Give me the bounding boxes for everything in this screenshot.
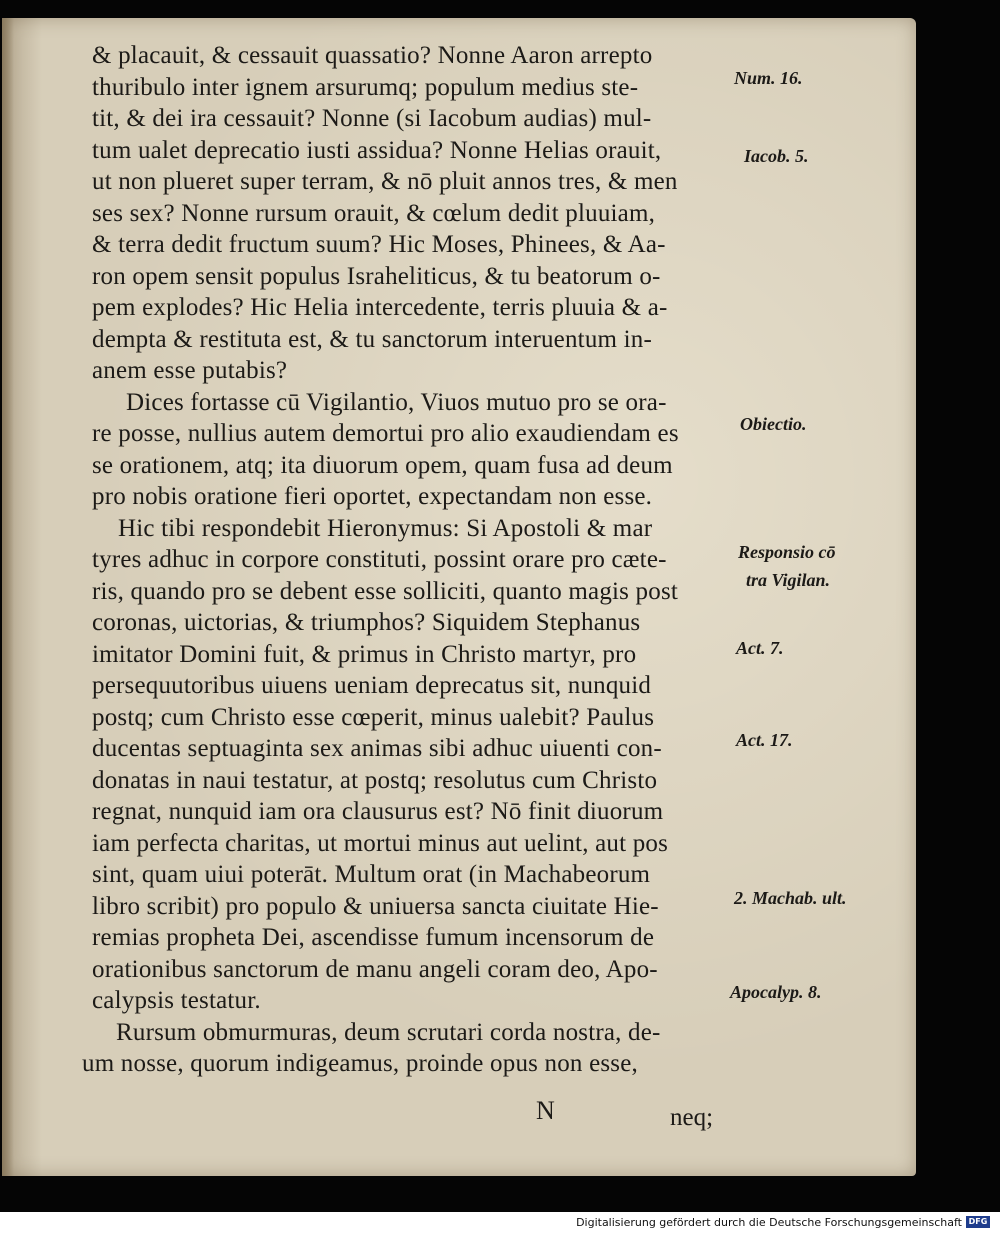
text-line: Rursum obmurmuras, deum scrutari corda nostra, de-	[116, 1018, 661, 1046]
text-line: & placauit, & cessauit quassatio? Nonne Aaron arrepto	[92, 42, 653, 69]
text-line: anem esse putabis?	[92, 357, 288, 384]
text-line: regnat, nunquid iam ora clausurus est? Nō finit diuorum	[92, 798, 664, 825]
text-line: re posse, nullius autem demortui pro alio exaudiendam es	[92, 420, 679, 447]
margin-note: Obiectio.	[740, 414, 807, 434]
text-line: libro scribit) pro populo & uniuersa sancta ciuitate Hie-	[92, 892, 659, 920]
text-line: ris, quando pro se debent esse solliciti, quanto magis post	[92, 577, 679, 605]
text-line: sint, quam uiui poterāt. Multum orat (in Machabeorum	[92, 861, 651, 888]
text-line: postq; cum Christo esse cœperit, minus ualebit? Paulus	[92, 703, 655, 731]
margin-note: Act. 17.	[736, 730, 793, 750]
text-line: um nosse, quorum indigeamus, proinde opus non esse,	[82, 1050, 638, 1077]
text-line: pem explodes? Hic Helia intercedente, terris pluuia & a-	[92, 294, 668, 321]
margin-note: Apocalyp. 8.	[730, 982, 822, 1002]
text-line: & terra dedit fructum suum? Hic Moses, Phinees, & Aa-	[92, 231, 666, 258]
text-line: tit, & dei ira cessauit? Nonne (si Iacobum audias) mul-	[92, 105, 652, 132]
text-line: persequutoribus uiuens ueniam deprecatus sit, nunquid	[92, 672, 652, 699]
margin-note: tra Vigilan.	[746, 570, 831, 590]
text-line: donatas in naui testatur, at postq; resolutus cum Christo	[92, 766, 658, 794]
catchword: neq;	[670, 1104, 714, 1131]
text-line: thuribulo inter ignem arsurumq; populum medius ste-	[92, 73, 639, 101]
margin-note: Responsio cō	[738, 542, 836, 562]
text-line: Dices fortasse cū Vigilantio, Viuos mutuo pro se ora-	[126, 388, 667, 416]
text-line: pro nobis oratione fieri oportet, expectandam non esse.	[92, 483, 653, 510]
margin-note: Iacob. 5.	[744, 146, 809, 166]
text-line: dempta & restituta est, & tu sanctorum interuentum in-	[92, 325, 652, 353]
text-line: ut non plueret super terram, & nō pluit annos tres, & men	[92, 168, 678, 195]
text-line: Hic tibi respondebit Hieronymus: Si Apostoli & mar	[118, 514, 653, 542]
dfg-logo-icon: DFG	[966, 1216, 990, 1228]
text-line: tyres adhuc in corpore constituti, possint orare pro cæte-	[92, 546, 667, 573]
signature-mark: N	[536, 1096, 555, 1125]
digitization-footer	[0, 1212, 1000, 1233]
page-edge-shadow	[2, 18, 14, 1176]
text-line: imitator Domini fuit, & primus in Christo martyr, pro	[92, 640, 637, 668]
text-line: orationibus sanctorum de manu angeli coram deo, Apo-	[92, 955, 658, 983]
text-line: ses sex? Nonne rursum orauit, & cœlum dedit pluuiam,	[92, 199, 656, 227]
text-line: coronas, uictorias, & triumphos? Siquidem Stephanus	[92, 609, 641, 636]
text-line: ducentas septuaginta sex animas sibi adhuc uiuenti con-	[92, 735, 662, 762]
margin-note: 2. Machab. ult.	[734, 888, 847, 908]
text-line: iam perfecta charitas, ut mortui minus aut uelint, aut pos	[92, 829, 669, 857]
footer-credit: Digitalisierung gefördert durch die Deutsche Forschungsgemeinschaft	[576, 1216, 962, 1229]
text-line: se orationem, atq; ita diuorum opem, quam fusa ad deum	[92, 451, 673, 479]
text-line: tum ualet deprecatio iusti assidua? Nonne Helias orauit,	[92, 136, 662, 164]
text-line: remias propheta Dei, ascendisse fumum incensorum de	[92, 924, 655, 951]
text-line: calypsis testatur.	[92, 987, 261, 1014]
margin-note: Num. 16.	[734, 68, 803, 88]
text-line: ron opem sensit populus Israheliticus, & tu beatorum o-	[92, 262, 661, 290]
margin-note: Act. 7.	[736, 638, 784, 658]
